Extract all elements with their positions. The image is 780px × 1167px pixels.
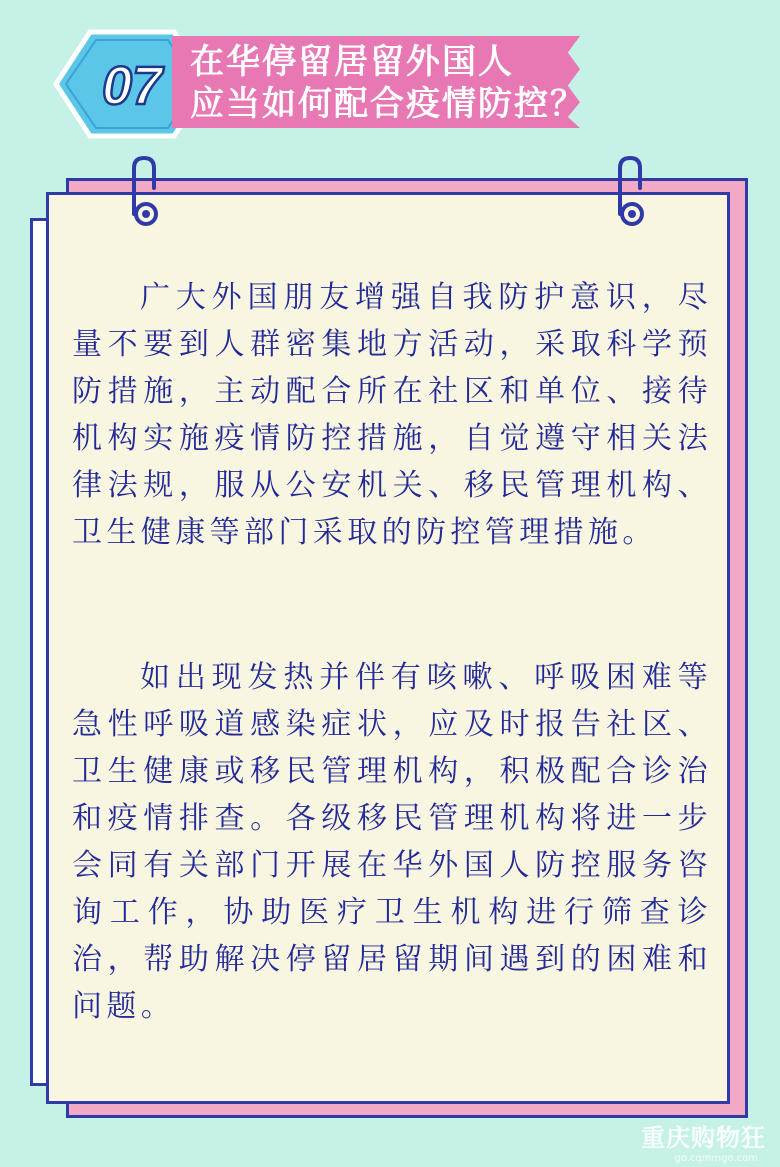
binder-clip-icon — [612, 154, 652, 232]
badge-number: 07 — [101, 56, 163, 116]
title-line-1: 在华停留居留外国人 — [190, 42, 514, 82]
paragraph-symptoms: 如出现发热并伴有咳嗽、呼吸困难等急性呼吸道感染症状，应及时报告社区、卫生健康或移民管理机构，积极配合诊治和疫情排查。各级移民管理机构将进一步会同有关部门开展在华外国人防控服务咨询工作，协助医疗卫生机构进行筛查诊治，帮助解决停留居留期间遇到的困难和问题。 — [72, 660, 712, 1024]
title-line-2: 应当如何配合疫情防控？ — [190, 84, 586, 124]
watermark-url: go.cqmmgo.com — [674, 1153, 758, 1164]
paragraph-prevention: 广大外国朋友增强自我防护意识，尽量不要到人群密集地方活动，采取科学预防措施，主动配合所在社区和单位、接待机构实施疫情防控措施，自觉遵守相关法律法规，服从公安机关、移民管理机构、卫生健康等部门采取的防控管理措施。 — [72, 280, 712, 550]
binder-clip-icon — [126, 154, 166, 232]
watermark-logo: 重庆购物狂 — [641, 1124, 766, 1152]
